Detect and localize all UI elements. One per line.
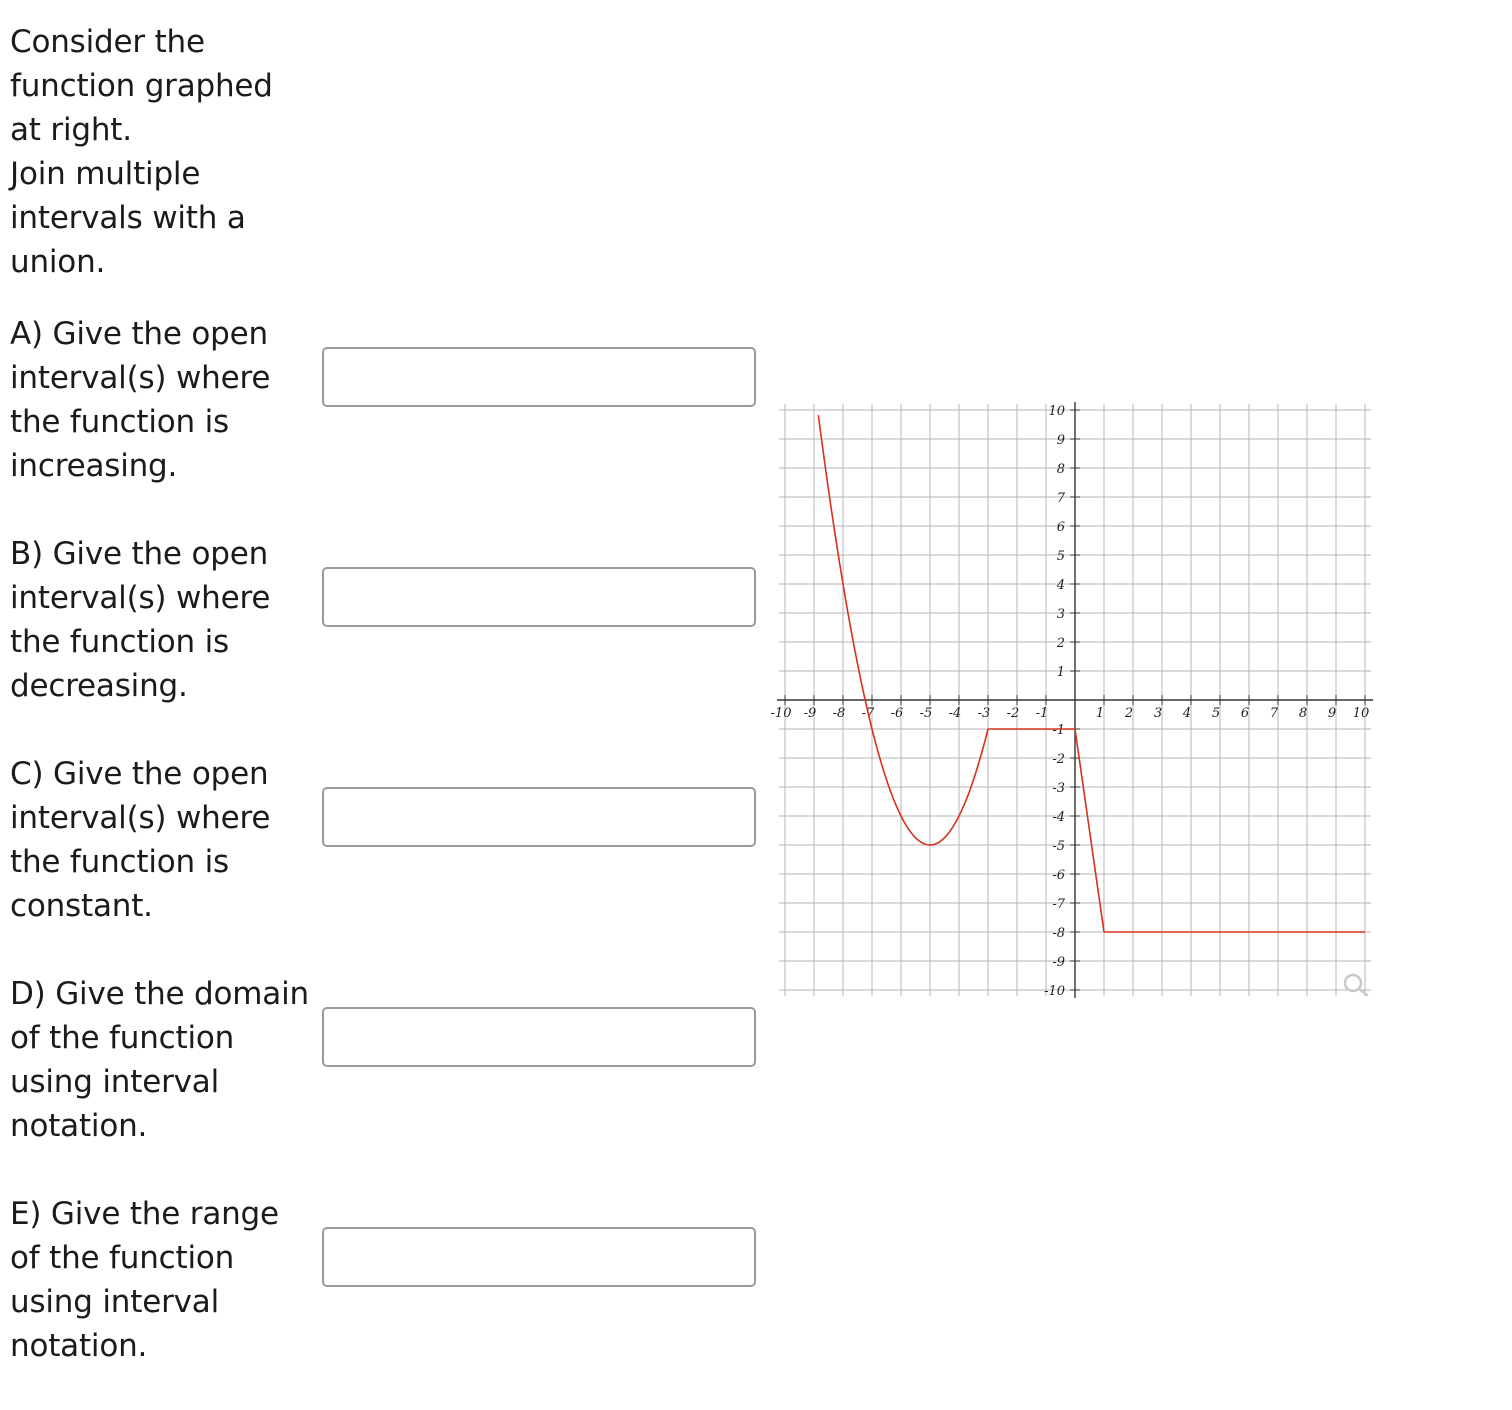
question-c-label: C) Give the open interval(s) where the function is constant. [10, 756, 271, 924]
y-tick-label: -8 [1052, 926, 1065, 941]
instruction-line-1: Consider the function graphed at right. [10, 24, 273, 148]
x-tick-label: 7 [1269, 706, 1279, 721]
question-e-label: E) Give the range of the function using interval notation. [10, 1196, 279, 1364]
answer-d-input[interactable] [322, 1007, 756, 1067]
y-tick-label: 10 [1048, 404, 1065, 419]
y-tick-label: 3 [1056, 607, 1065, 622]
x-tick-label: -6 [890, 706, 904, 721]
x-tick-label: -1 [1035, 706, 1049, 721]
question-d-label: D) Give the domain of the function using interval notation. [10, 976, 309, 1144]
x-tick-label: 2 [1124, 706, 1134, 721]
y-tick-label: -4 [1052, 810, 1065, 825]
y-tick-label: 9 [1056, 433, 1065, 448]
x-tick-label: -10 [770, 706, 792, 721]
answer-c-input[interactable] [322, 787, 756, 847]
y-tick-label: 6 [1056, 520, 1065, 535]
y-tick-label: -9 [1052, 955, 1065, 970]
answer-a-input[interactable] [322, 347, 756, 407]
function-graph [770, 395, 1390, 1010]
y-tick-label: -6 [1052, 868, 1065, 883]
x-tick-label: 1 [1095, 706, 1105, 721]
magnifier-icon[interactable] [1345, 975, 1367, 995]
y-tick-label: 8 [1056, 462, 1065, 477]
question-b-label: B) Give the open interval(s) where the function is decreasing. [10, 536, 271, 704]
y-tick-label: -2 [1052, 752, 1065, 767]
x-tick-label: -2 [1006, 706, 1020, 721]
y-tick-label: 5 [1056, 549, 1065, 564]
function-curve-segment [818, 415, 988, 845]
instruction-line-2: Join multiple intervals with a union. [10, 156, 246, 280]
x-tick-label: 8 [1298, 706, 1308, 721]
x-tick-label: -9 [803, 706, 817, 721]
x-tick-label: 6 [1240, 706, 1250, 721]
x-tick-label: -5 [919, 706, 933, 721]
x-tick-label: 4 [1182, 706, 1192, 721]
y-tick-label: -7 [1052, 897, 1065, 912]
y-tick-label: -3 [1052, 781, 1065, 796]
y-tick-label: -5 [1052, 839, 1065, 854]
y-tick-label: 2 [1056, 636, 1065, 651]
x-tick-label: 5 [1211, 706, 1221, 721]
answer-e-input[interactable] [322, 1227, 756, 1287]
x-tick-label: 3 [1153, 706, 1163, 721]
y-tick-label: -10 [1044, 984, 1065, 999]
y-tick-label: 7 [1056, 491, 1065, 506]
x-tick-label: 9 [1327, 706, 1337, 721]
y-tick-label: 4 [1056, 578, 1065, 593]
x-tick-label: -8 [832, 706, 846, 721]
answer-b-input[interactable] [322, 567, 756, 627]
instructions [10, 20, 300, 284]
x-tick-label: -7 [861, 706, 875, 721]
y-tick-label: -1 [1052, 723, 1065, 738]
question-a-label: A) Give the open interval(s) where the function is increasing. [10, 316, 271, 484]
x-tick-label: -3 [977, 706, 991, 721]
y-tick-label: 1 [1056, 665, 1065, 680]
x-tick-label: 10 [1352, 706, 1370, 721]
x-tick-label: -4 [948, 706, 962, 721]
function-curve-segment [1075, 729, 1104, 932]
